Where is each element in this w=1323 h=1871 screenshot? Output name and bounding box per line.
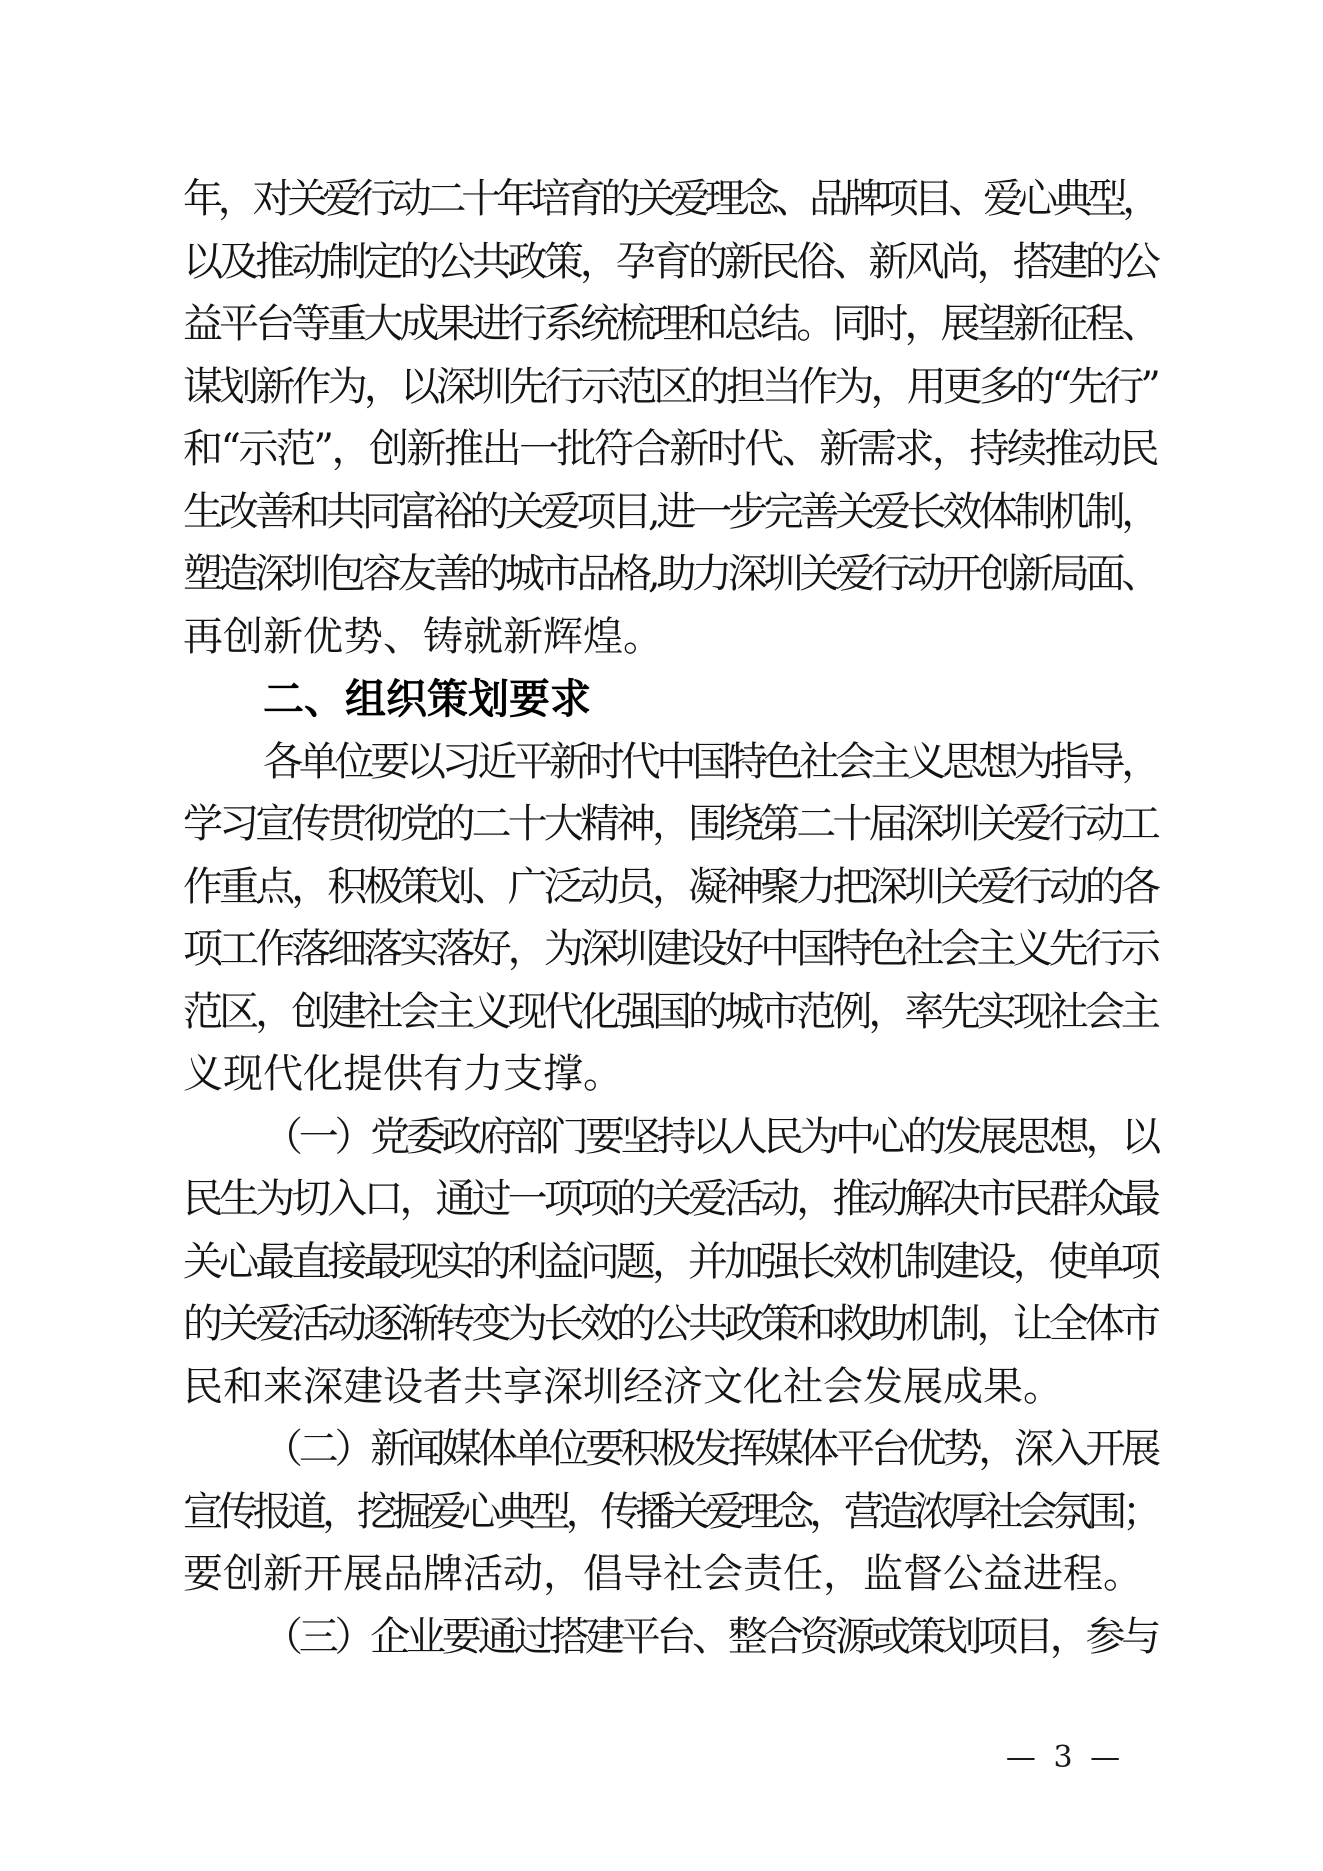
body-line bbox=[183, 168, 1157, 231]
body-line bbox=[183, 1356, 1157, 1419]
line-text: 民和来深建设者共享深圳经济文化社会发展成果。 bbox=[183, 1363, 1063, 1410]
line-text: 民生为切入口，通过一项项的关爱活动，推动解决市民群众最 bbox=[183, 1176, 1157, 1222]
line-text: 各单位要以习近平新时代中国特色社会主义思想为指导， bbox=[263, 738, 1157, 785]
body-line bbox=[183, 1543, 1157, 1606]
line-text: 项工作落细落实落好，为深圳建设好中国特色社会主义先行示 bbox=[183, 926, 1157, 972]
line-text: 二、组织策划要求 bbox=[263, 675, 591, 723]
paragraph bbox=[183, 168, 1157, 668]
body-line bbox=[183, 606, 1157, 669]
line-text: 塑造深圳包容友善的城市品格,助力深圳关爱行动开创新局面、 bbox=[183, 551, 1157, 597]
body-line bbox=[183, 231, 1157, 294]
body-line bbox=[183, 356, 1157, 419]
line-text: 和“示范”，创新推出一批符合新时代、新需求，持续推动民 bbox=[183, 426, 1157, 472]
body-line bbox=[183, 1481, 1157, 1544]
line-text: 要创新开展品牌活动，倡导社会责任，监督公益进程。 bbox=[183, 1551, 1143, 1597]
body-line bbox=[183, 1043, 1157, 1106]
line-text: 作重点，积极策划、广泛动员，凝神聚力把深圳关爱行动的各 bbox=[183, 863, 1157, 910]
line-text: 再创新优势、铸就新辉煌。 bbox=[183, 613, 663, 660]
paragraph bbox=[183, 1418, 1157, 1606]
body-line bbox=[183, 543, 1157, 606]
body-line bbox=[183, 418, 1157, 481]
line-text: （一）党委政府部门要坚持以人民为中心的发展思想，以 bbox=[263, 1113, 1157, 1160]
line-text: （三）企业要通过搭建平台、整合资源或策划项目，参与 bbox=[263, 1613, 1157, 1660]
page-number: — 3 — bbox=[1005, 1740, 1125, 1775]
line-text: 年，对关爱行动二十年培育的关爱理念、品牌项目、爱心典型， bbox=[183, 176, 1157, 222]
body-line bbox=[183, 481, 1157, 544]
body-line bbox=[183, 1106, 1157, 1169]
body-line bbox=[183, 293, 1157, 356]
body-line bbox=[183, 981, 1157, 1044]
body-line bbox=[183, 918, 1157, 981]
body-line bbox=[183, 1168, 1157, 1231]
paragraph bbox=[183, 1106, 1157, 1419]
body-line bbox=[183, 1231, 1157, 1294]
body-line bbox=[183, 856, 1157, 919]
line-text: 益平台等重大成果进行系统梳理和总结。同时，展望新征程、 bbox=[183, 301, 1157, 347]
line-text: （二）新闻媒体单位要积极发挥媒体平台优势，深入开展 bbox=[263, 1426, 1157, 1472]
document-body bbox=[183, 168, 1157, 1668]
line-text: 以及推动制定的公共政策，孕育的新民俗、新风尚，搭建的公 bbox=[183, 238, 1157, 285]
body-line bbox=[183, 793, 1157, 856]
body-line bbox=[183, 731, 1157, 794]
body-line bbox=[183, 1418, 1157, 1481]
body-line bbox=[183, 1293, 1157, 1356]
line-text: 范区，创建社会主义现代化强国的城市范例，率先实现社会主 bbox=[183, 988, 1157, 1035]
line-text: 学习宣传贯彻党的二十大精神，围绕第二十届深圳关爱行动工 bbox=[183, 801, 1157, 847]
line-text: 生改善和共同富裕的关爱项目,进一步完善关爱长效体制机制， bbox=[183, 488, 1157, 535]
body-line bbox=[183, 1606, 1157, 1669]
section-heading-block bbox=[183, 668, 1157, 731]
paragraph bbox=[183, 1606, 1157, 1669]
line-text: 关心最直接最现实的利益问题，并加强长效机制建设，使单项 bbox=[183, 1238, 1157, 1285]
section-heading bbox=[183, 668, 1157, 731]
line-text: 宣传报道，挖掘爱心典型，传播关爱理念，营造浓厚社会氛围； bbox=[183, 1488, 1157, 1535]
paragraph bbox=[183, 731, 1157, 1106]
line-text: 的关爱活动逐渐转变为长效的公共政策和救助机制，让全体市 bbox=[183, 1301, 1157, 1347]
line-text: 义现代化提供有力支撑。 bbox=[183, 1051, 623, 1097]
line-text: 谋划新作为，以深圳先行示范区的担当作为，用更多的“先行” bbox=[183, 363, 1157, 410]
